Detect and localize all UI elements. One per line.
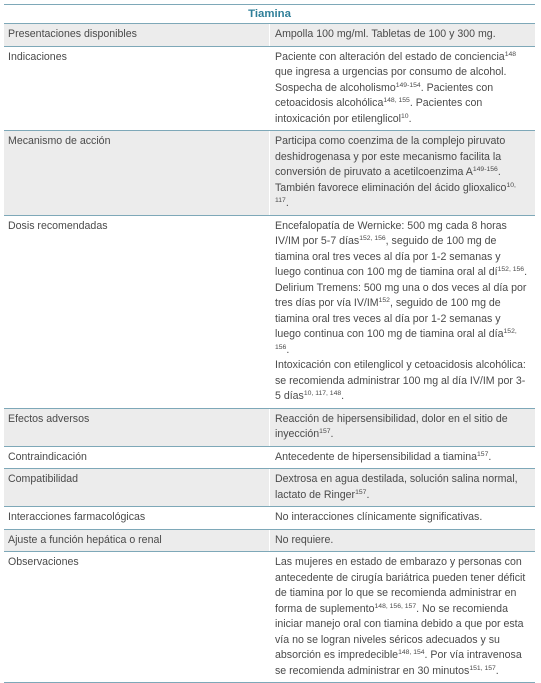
table-row-observaciones <box>4 552 535 683</box>
citation-superscript: 152, 156 <box>497 266 525 273</box>
row-label: Observaciones <box>4 552 270 683</box>
citation-superscript: 10, 117 <box>275 181 516 204</box>
table-header-row <box>4 5 535 24</box>
row-value: Antecedente de hipersensibilidad a tiamina$^{157}$. <box>270 446 536 469</box>
citation-superscript: 149-154 <box>395 81 421 89</box>
drug-table-card <box>4 4 535 683</box>
row-value: Participa como coenzima de la complejo piruvato deshidrogenasa y por este mecanismo facilita la conversión de piruvato a acetilcoenzima $A^{149-156}$. También favorece eliminación del ácido glioxalico$^{10, 117}$. <box>270 131 536 216</box>
table-row-ajuste <box>4 529 535 552</box>
row-label: Contraindicación <box>4 446 270 469</box>
table-title: Tiamina <box>4 5 535 24</box>
citation-superscript: 151, 157 <box>469 664 496 672</box>
row-label: Ajuste a función hepática o renal <box>4 529 270 552</box>
citation-superscript: 148, 155 <box>383 97 410 104</box>
citation-superscript: 148, 154 <box>398 649 425 656</box>
table-row-mecanismo <box>4 131 535 216</box>
citation-superscript: 152, 156 <box>359 235 386 242</box>
row-value: Reacción de hipersensibilidad, dolor en el sitio de inyección$^{157}$. <box>270 408 536 446</box>
dose-paragraph-delirium: Delirium Tremens: 500 mg una o dos veces al día por tres días por vía IV/IM$^{152}$, seguido de 100 mg de tiamina oral tres veces al día por 1-2 semanas y luego continua con 100 mg de tiamina oral al día$^{152, 156}$. <box>275 281 527 356</box>
row-label: Interacciones farmacológicas <box>4 507 270 530</box>
table-row-efectos <box>4 408 535 446</box>
citation-superscript: 157 <box>355 488 367 496</box>
table-row-contraindicacion <box>4 446 535 469</box>
row-value: Ampolla 100 mg/ml. Tabletas de 100 y 300 mg. <box>270 24 536 47</box>
row-label: Dosis recomendadas <box>4 215 270 408</box>
table-row-compatibilidad <box>4 469 535 507</box>
citation-superscript: 149-156 <box>472 166 498 173</box>
citation-superscript: 157 <box>477 450 489 458</box>
citation-superscript: 152, 156 <box>275 328 517 351</box>
row-value: Paciente con alteración del estado de conciencia$^{148}$ que ingresa a urgencias por consumo de alcohol. Sospecha de alcoholismo$^{149-154}$. Pacientes con cetoacidosis alcohólica$^{148, 155}$. Pacientes con intoxicación por etilenglicol$^{10}$. <box>270 46 536 131</box>
row-label: Compatibilidad <box>4 469 270 507</box>
row-value <box>270 215 536 408</box>
row-value: No interacciones clínicamente significativas. <box>270 507 536 530</box>
table-row-dosis <box>4 215 535 408</box>
row-value: Las mujeres en estado de embarazo y personas con antecedente de cirugía bariátrica pueden tener déficit de tiamina por lo que se recomienda administrar en forma de suplemento$^{148, 156, 157}$. No se recomienda iniciar manejo oral con tiamina debido a que por esta vía no se logran niveles séricos adecuados y su absorción es impredecible$^{148, 154}$. Por vía intravenosa se recomienda administrar en 30 minutos$^{151, 157}$. <box>270 552 536 683</box>
dose-paragraph-wernicke: Encefalopatía de Wernicke: 500 mg cada 8 horas IV/IM por 5-7 días$^{152, 156}$, seguido de 100 mg de tiamina oral tres veces al día por 1-2 semanas y luego continua con 100 mg de tiamina oral al dí$^{152, 156}$. <box>275 219 528 278</box>
row-label: Efectos adversos <box>4 408 270 446</box>
row-value: Dextrosa en agua destilada, solución salina normal, lactato de Ringer$^{157}$. <box>270 469 536 507</box>
citation-superscript: 152 <box>378 297 390 304</box>
row-label: Presentaciones disponibles <box>4 24 270 47</box>
citation-superscript: 10, 117, 148 <box>303 390 342 397</box>
citation-superscript: 10 <box>401 112 409 120</box>
row-label: Indicaciones <box>4 46 270 131</box>
citation-superscript: 157 <box>319 428 331 435</box>
table-row-indicaciones <box>4 46 535 131</box>
citation-superscript: 148, 156, 157 <box>374 602 417 610</box>
dose-paragraph-etilenglicol: Intoxicación con etilenglicol y cetoacidosis alcohólica: se recomienda administrar 100 mg al día IV/IM por 3-5 días$^{10, 117, 148}$. <box>275 359 526 402</box>
row-label: Mecanismo de acción <box>4 131 270 216</box>
drug-info-table <box>4 4 535 683</box>
citation-superscript: 148 <box>504 50 517 58</box>
row-value: No requiere. <box>270 529 536 552</box>
table-row-presentaciones <box>4 24 535 47</box>
